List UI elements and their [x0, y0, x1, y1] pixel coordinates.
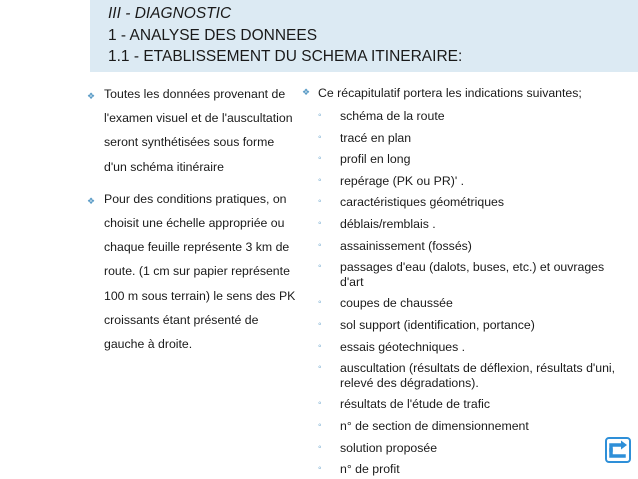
list-item: ◦ coupes de chaussée: [318, 296, 453, 311]
bullet-circle-icon: ◦: [318, 463, 322, 475]
list-item: ◦ repérage (PK ou PR)' .: [318, 173, 465, 188]
list-item: ◦ n° de section de dimensionnement: [318, 418, 529, 433]
bullet-circle-icon: ◦: [318, 398, 322, 410]
list-item: ◦ passages d'eau (dalots, buses, etc.) et ouvrages d'art: [318, 260, 605, 289]
header-subsection-title: 1 - ANALYSE DES DONNEES: [108, 27, 318, 44]
list-item: ◦ résultats de l'étude de trafic: [318, 397, 490, 412]
bullet-diamond-icon: ❖: [302, 87, 311, 97]
left-paragraph-2: [88, 187, 298, 356]
return-to-top-icon: [605, 437, 631, 463]
bullet-circle-icon: ◦: [318, 153, 322, 165]
bullet-circle-icon: ◦: [318, 110, 322, 121]
header-section-title: III - DIAGNOSTIC: [108, 5, 232, 22]
list-item: ◦ caractéristiques géométriques: [318, 195, 505, 210]
list-item: ◦ essais géotechniques .: [318, 339, 466, 354]
bullet-circle-icon: ◦: [318, 318, 322, 330]
bullet-circle-icon: ◦: [318, 174, 322, 186]
right-lead-text: Ce récapitulatif portera les indications suivantes;: [318, 86, 582, 100]
list-item: ◦ tracé en plan: [318, 130, 412, 145]
left-paragraph-1-text: Toutes les données provenant de l'examen visuel et de l'auscultation seront synthétisées sous forme d'un schéma itinéraire: [104, 87, 293, 174]
list-item: ◦ auscultation (résultats de déflexion, résultats d'uni, relevé des dégradations).: [318, 361, 616, 390]
bullet-circle-icon: ◦: [318, 419, 322, 431]
right-lead-paragraph: [300, 85, 630, 102]
bullet-circle-icon: ◦: [318, 441, 322, 453]
left-paragraph-2-text: Pour des conditions pratiques, on choisit une échelle appropriée ou chaque feuille représente 3 km de route. (1 cm sur papier représente 100 m sous terrain) le sens des PK croissants étant présenté de gauche à droite.: [104, 191, 296, 352]
slide-header: [90, 0, 638, 72]
right-column: [300, 82, 630, 477]
bullet-circle-icon: ◦: [318, 297, 322, 309]
list-item: ◦ profil en long: [318, 152, 411, 167]
bullet-diamond-icon: ❖: [87, 195, 96, 206]
bullet-circle-icon: ◦: [318, 340, 322, 352]
list-item: ◦ déblais/remblais .: [318, 216, 436, 231]
bullet-circle-icon: ◦: [318, 362, 322, 374]
header-topic-title: 1.1 - ETABLISSEMENT DU SCHEMA ITINERAIRE:: [108, 48, 463, 65]
indications-list: [300, 109, 630, 477]
list-item: ◦ solution proposée: [318, 440, 438, 455]
bullet-circle-icon: ◦: [318, 261, 322, 273]
bullet-circle-icon: ◦: [318, 239, 322, 251]
left-paragraph-1: [88, 82, 298, 179]
list-item: ◦ n° de profit: [318, 462, 400, 477]
bullet-circle-icon: ◦: [318, 217, 322, 229]
list-item: ◦ schéma de la route: [318, 109, 445, 123]
list-item: ◦ sol support (identification, portance): [318, 317, 535, 332]
bullet-circle-icon: ◦: [318, 131, 322, 143]
bullet-diamond-icon: ❖: [87, 91, 96, 101]
return-to-top-button[interactable]: [605, 437, 631, 463]
bullet-circle-icon: ◦: [318, 196, 322, 208]
left-column: [88, 82, 298, 356]
list-item: ◦ assainissement (fossés): [318, 238, 472, 253]
